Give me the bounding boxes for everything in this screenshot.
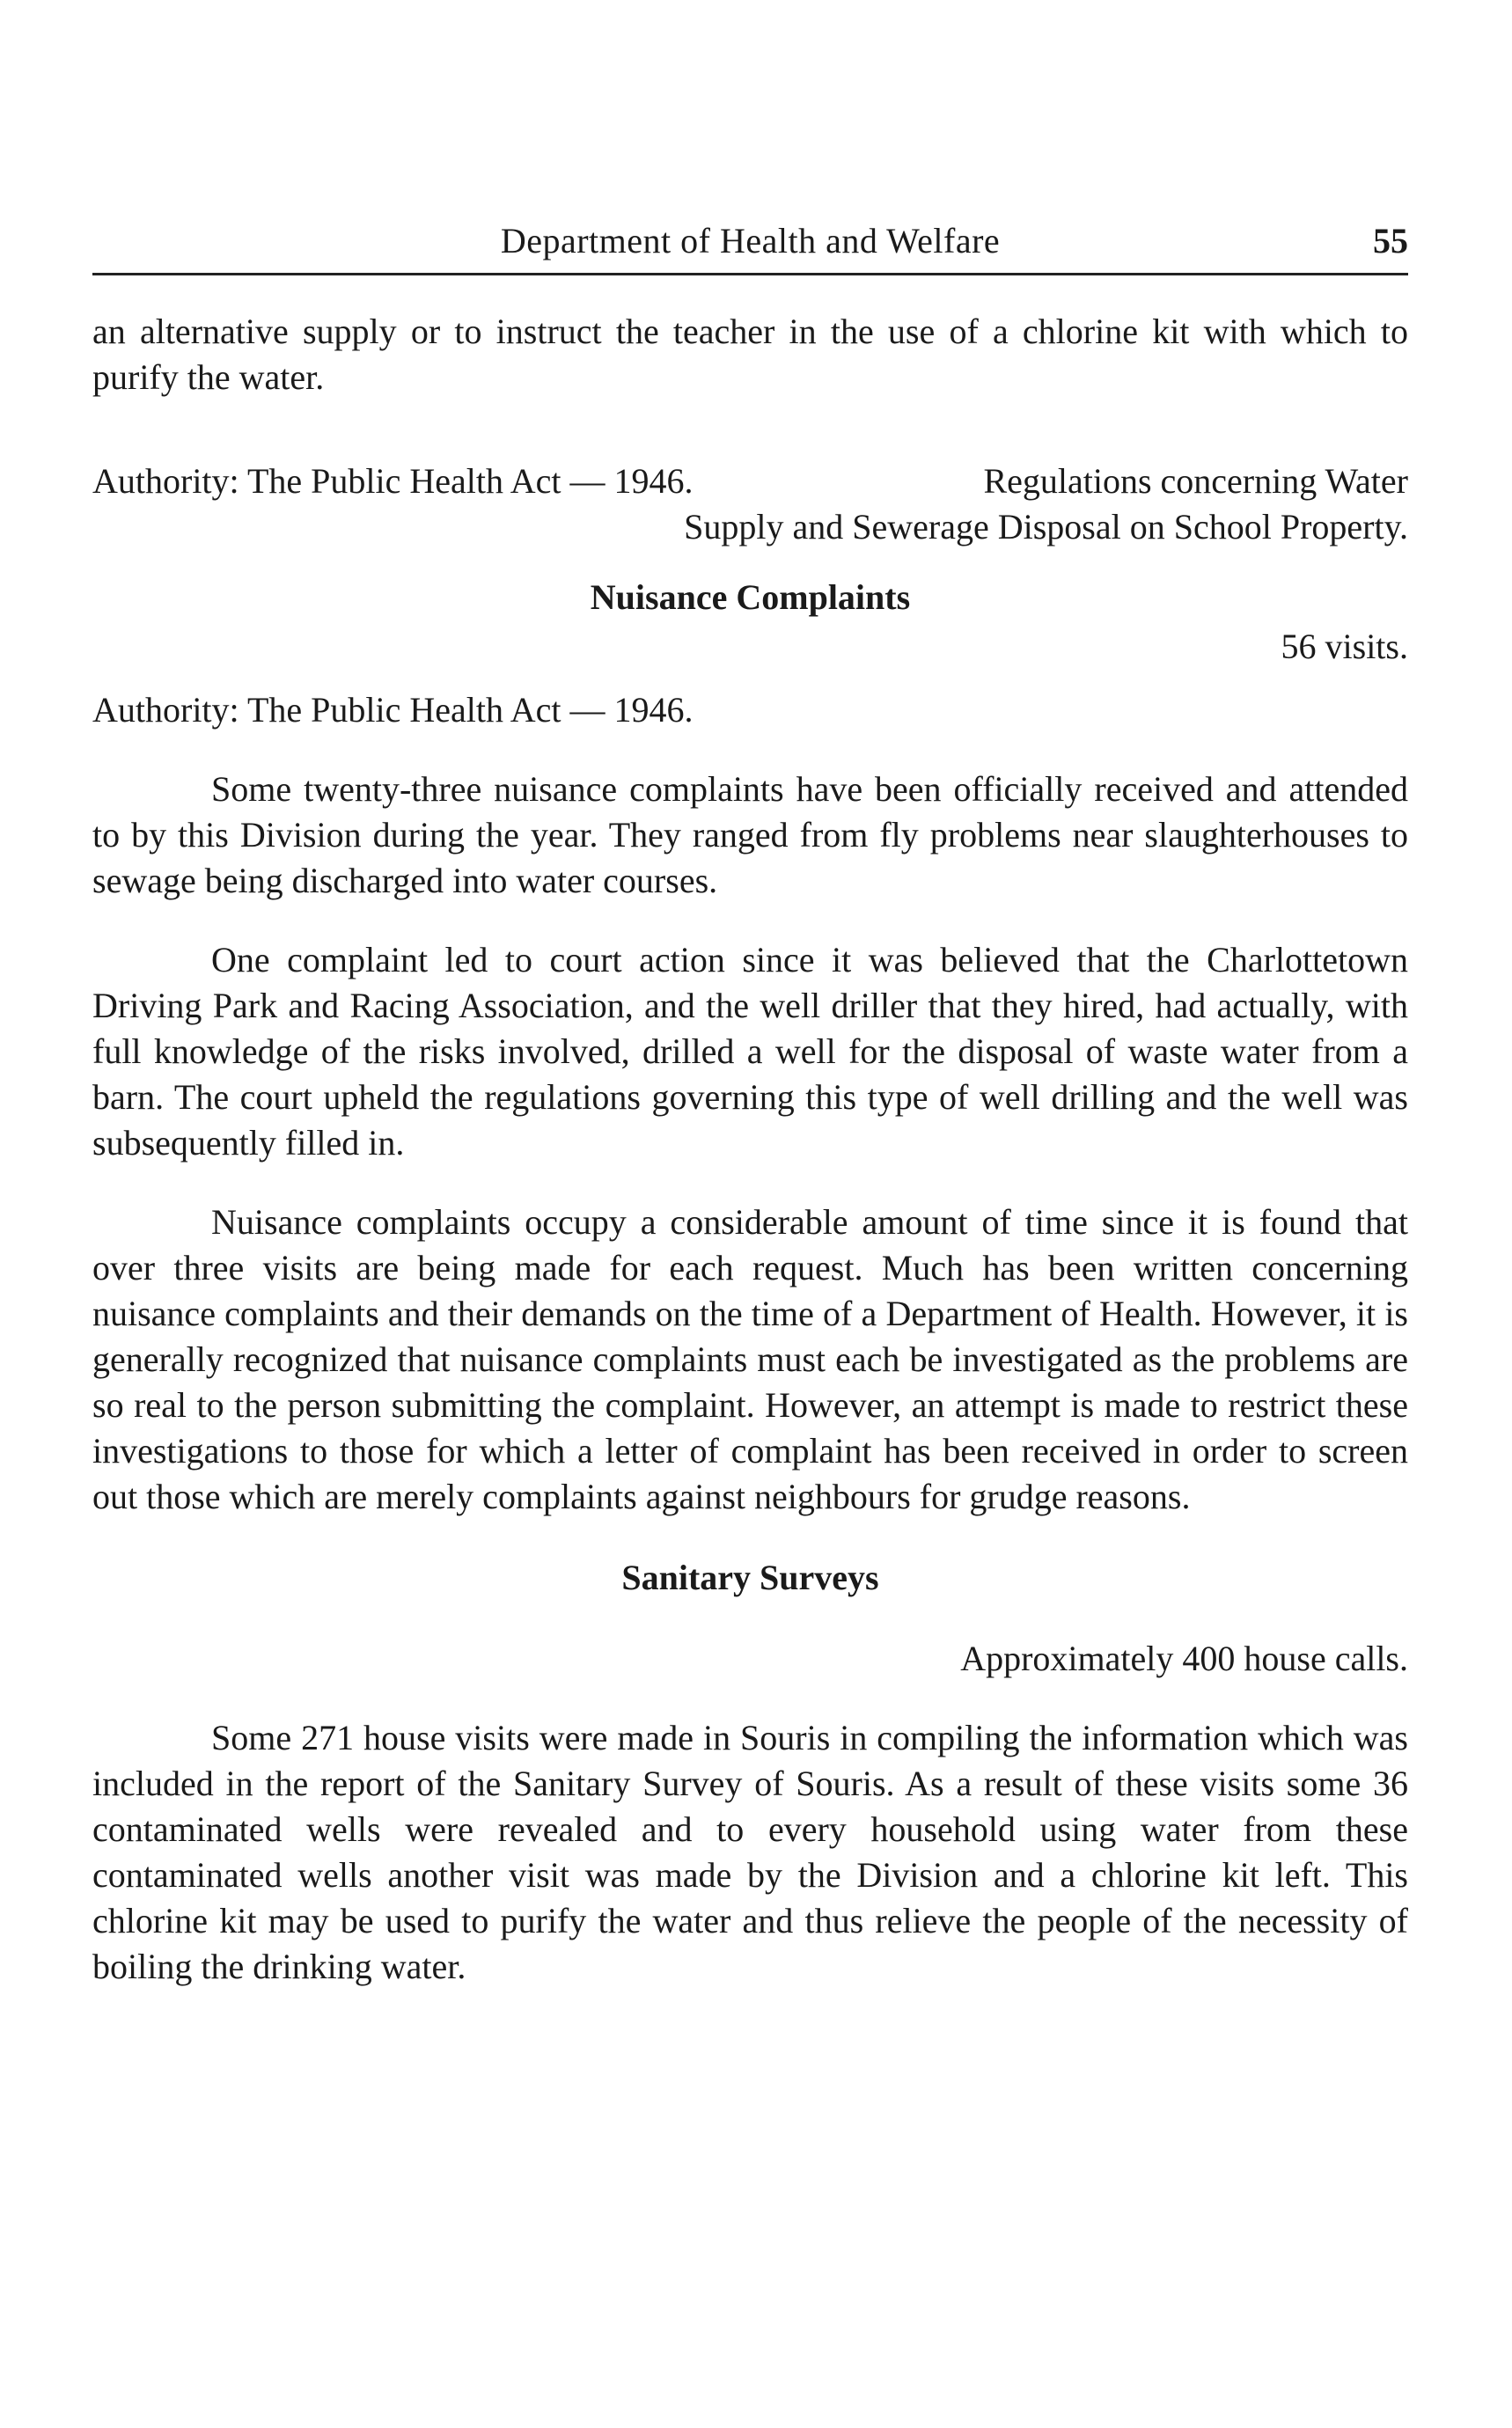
- nuisance-paragraph-2: One complaint led to court action since it was believed that the Charlottetown Driving Park and Racing Association, and the well driller that they hired, had actually, with full knowledge of the risks involved, drilled a well for the disposal of waste water from a barn. The court upheld the regulations governing this type of well drilling and the well was subsequently filled in.: [92, 940, 1408, 1163]
- authority-1-left: Authority: The Public Health Act — 1946.: [92, 461, 694, 501]
- sanitary-paragraph-1: Some 271 house visits were made in Souris in compiling the information which was included in the report of the Sanitary Survey of Souris. As a result of these visits some 36 contaminated wells were revealed and to every household using water from these contaminated wells another visit was made by the Division and a chlorine kit left. This chlorine kit may be used to purify the water and thus relieve the people of the necessity of boiling the drinking water.: [92, 1718, 1408, 1986]
- document-page: [92, 202, 1408, 1990]
- authority-1-line2: Supply and Sewerage Disposal on School Property.: [684, 507, 1408, 546]
- section-heading-sanitary: Sanitary Surveys: [621, 1558, 879, 1597]
- authority-citation-2: Authority: The Public Health Act — 1946.: [92, 690, 694, 730]
- authority-citation-1: [92, 458, 1408, 550]
- page-number: 55: [1373, 221, 1408, 260]
- running-header: [92, 202, 1408, 275]
- nuisance-paragraph-3: Nuisance complaints occupy a considerable amount of time since it is found that over three visits are being made for each request. Much has been written concerning nuisance complaints and their demands on the time of a Department of Health. However, it is generally recognized that nuisance complaints must each be investigated as the problems are so real to the person submitting the complaint. However, an attempt is made to restrict these investigations to those for which a letter of complaint has been received in order to screen out those which are merely complaints against neighbours for grudge reasons.: [92, 1202, 1408, 1516]
- nuisance-visits-count: 56 visits.: [1281, 627, 1408, 666]
- sanitary-calls-count: Approximately 400 house calls.: [960, 1639, 1408, 1678]
- authority-1-right: Regulations concerning Water: [983, 461, 1408, 501]
- header-title: Department of Health and Welfare: [500, 221, 1001, 260]
- nuisance-paragraph-1: Some twenty-three nuisance complaints have been officially received and attended to by this Division during the year. They ranged from fly problems near slaughterhouses to sewage being discharged into water courses.: [92, 769, 1408, 900]
- section-heading-nuisance: Nuisance Complaints: [590, 577, 911, 617]
- intro-continuation: an alternative supply or to instruct the teacher in the use of a chlorine kit with which to purify the water.: [92, 312, 1408, 397]
